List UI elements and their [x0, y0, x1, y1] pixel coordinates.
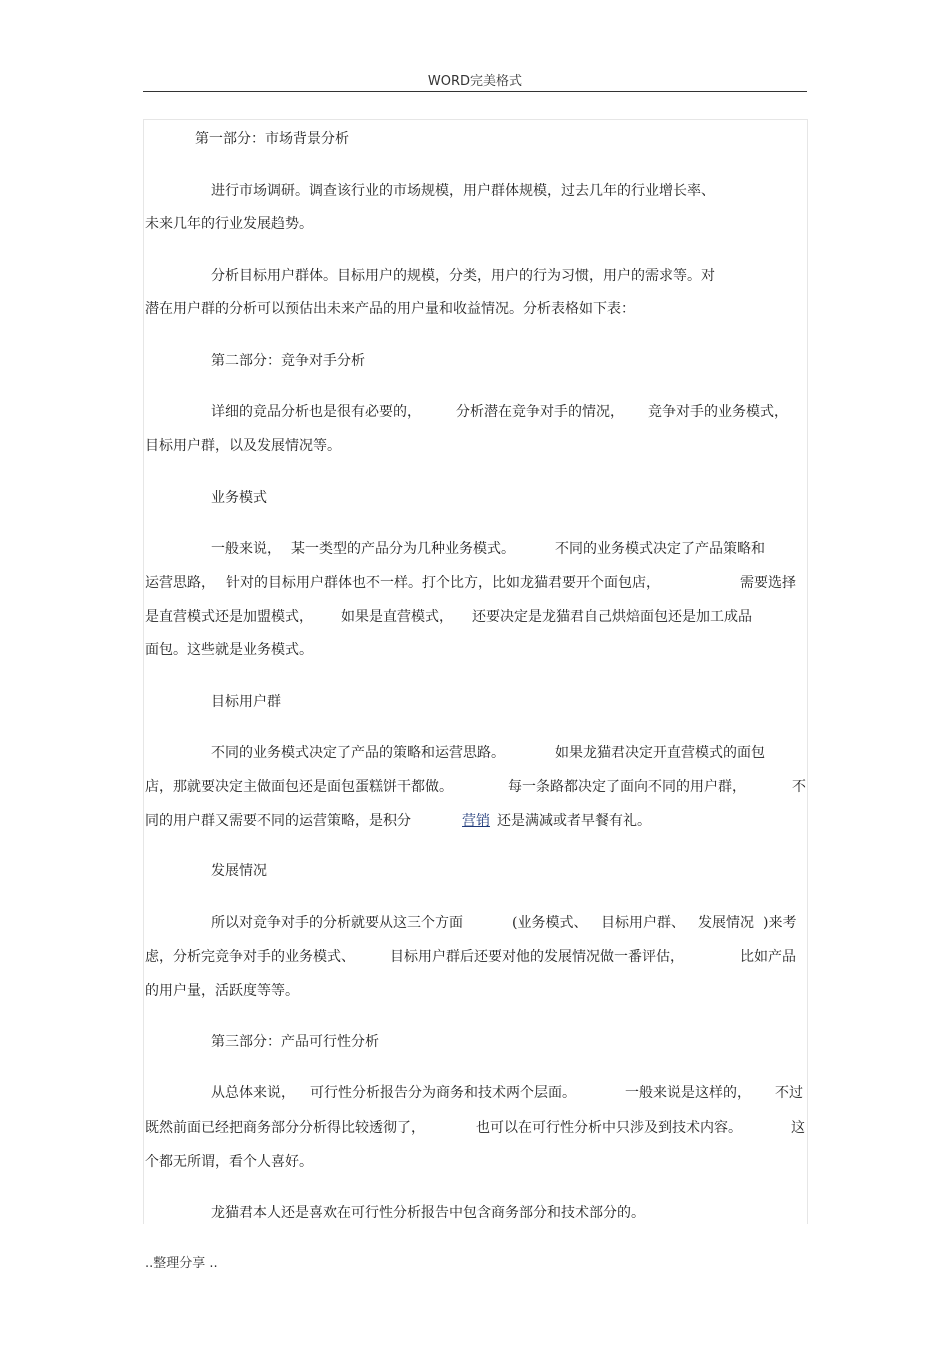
paragraph-line: 个都无所谓，看个人喜好。: [145, 1154, 313, 1170]
paragraph-line: 面包。这些就是业务模式。: [145, 642, 313, 658]
subheading-development: 发展情况: [211, 863, 267, 879]
paragraph-line: 不同的业务模式决定了产品的策略和运营思路。: [211, 745, 505, 761]
paragraph-line: 分析目标用户群体。目标用户的规模，分类，用户的行为习惯，用户的需求等。对: [211, 268, 715, 284]
paragraph-line: 目标用户群后还要对他的发展情况做一番评估，: [390, 949, 684, 965]
paragraph-line: 龙猫君本人还是喜欢在可行性分析报告中包含商务部分和技术部分的。: [211, 1205, 645, 1221]
content-frame: [143, 119, 808, 1224]
paragraph-line: 不同的业务模式决定了产品策略和: [555, 541, 765, 557]
paragraph-line: 这: [791, 1120, 805, 1136]
paragraph-line: 详细的竞品分析也是很有必要的，: [211, 404, 421, 420]
paragraph-line: 每一条路都决定了面向不同的用户群，: [508, 779, 746, 795]
paragraph-line: (业务模式、: [512, 915, 588, 931]
paragraph-line: 分析潜在竞争对手的情况，: [456, 404, 624, 420]
paragraph-line: 竞争对手的业务模式，: [648, 404, 788, 420]
paragraph-line: 还要决定是龙猫君自己烘焙面包还是加工成品: [472, 609, 752, 625]
page-footer: ..整理分享 ..: [145, 1256, 218, 1271]
paragraph-line: 目标用户群，以及发展情况等。: [145, 438, 341, 454]
paragraph-line: 进行市场调研。调查该行业的市场规模，用户群体规模，过去几年的行业增长率、: [211, 183, 715, 199]
paragraph-line: )来考: [763, 915, 797, 931]
paragraph-line: 所以对竞争对手的分析就要从这三个方面: [211, 915, 463, 931]
paragraph-line: 需要选择: [740, 575, 796, 591]
section-heading-3: 第三部分：产品可行性分析: [211, 1034, 379, 1050]
section-heading-2: 第二部分：竞争对手分析: [211, 353, 365, 369]
paragraph-line: 目标用户群、: [601, 915, 685, 931]
paragraph-line: 某一类型的产品分为几种业务模式。: [291, 541, 515, 557]
section-heading-1: 第一部分：市场背景分析: [195, 131, 349, 147]
paragraph-line: 既然前面已经把商务部分分析得比较透彻了，: [145, 1120, 425, 1136]
paragraph-line: 不过: [775, 1085, 803, 1101]
paragraph-line: 潜在用户群的分析可以预估出未来产品的用户量和收益情况。分析表格如下表：: [145, 301, 635, 317]
paragraph-line: 比如产品: [740, 949, 796, 965]
paragraph-line: 可行性分析报告分为商务和技术两个层面。: [310, 1085, 576, 1101]
paragraph-line: 一般来说是这样的，: [625, 1085, 751, 1101]
paragraph-line: 如果龙猫君决定开直营模式的面包: [555, 745, 765, 761]
paragraph-line: 一般来说，: [211, 541, 281, 557]
page-header: WORD完美格式: [427, 74, 523, 89]
marketing-link[interactable]: 营销: [462, 813, 490, 829]
paragraph-line: 不: [792, 779, 806, 795]
header-divider: [143, 91, 807, 92]
paragraph-line: 如果是直营模式，: [341, 609, 453, 625]
paragraph-line: 还是满减或者早餐有礼。: [497, 813, 651, 829]
paragraph-line: 虑，分析完竞争对手的业务模式、: [145, 949, 355, 965]
paragraph-line: 从总体来说，: [211, 1085, 295, 1101]
paragraph-line: 针对的目标用户群体也不一样。打个比方，比如龙猫君要开个面包店，: [226, 575, 660, 591]
paragraph-line: 同的用户群又需要不同的运营策略，是积分: [145, 813, 411, 829]
paragraph-line: 未来几年的行业发展趋势。: [145, 216, 313, 232]
paragraph-line: 是直营模式还是加盟模式，: [145, 609, 313, 625]
paragraph-line: 也可以在可行性分析中只涉及到技术内容。: [476, 1120, 742, 1136]
paragraph-line: 运营思路，: [145, 575, 215, 591]
paragraph-line: 店，那就要决定主做面包还是面包蛋糕饼干都做。: [145, 779, 453, 795]
paragraph-line: 发展情况: [698, 915, 754, 931]
subheading-business-model: 业务模式: [211, 490, 267, 506]
subheading-target-users: 目标用户群: [211, 694, 281, 710]
paragraph-line: 的用户量，活跃度等等。: [145, 983, 299, 999]
